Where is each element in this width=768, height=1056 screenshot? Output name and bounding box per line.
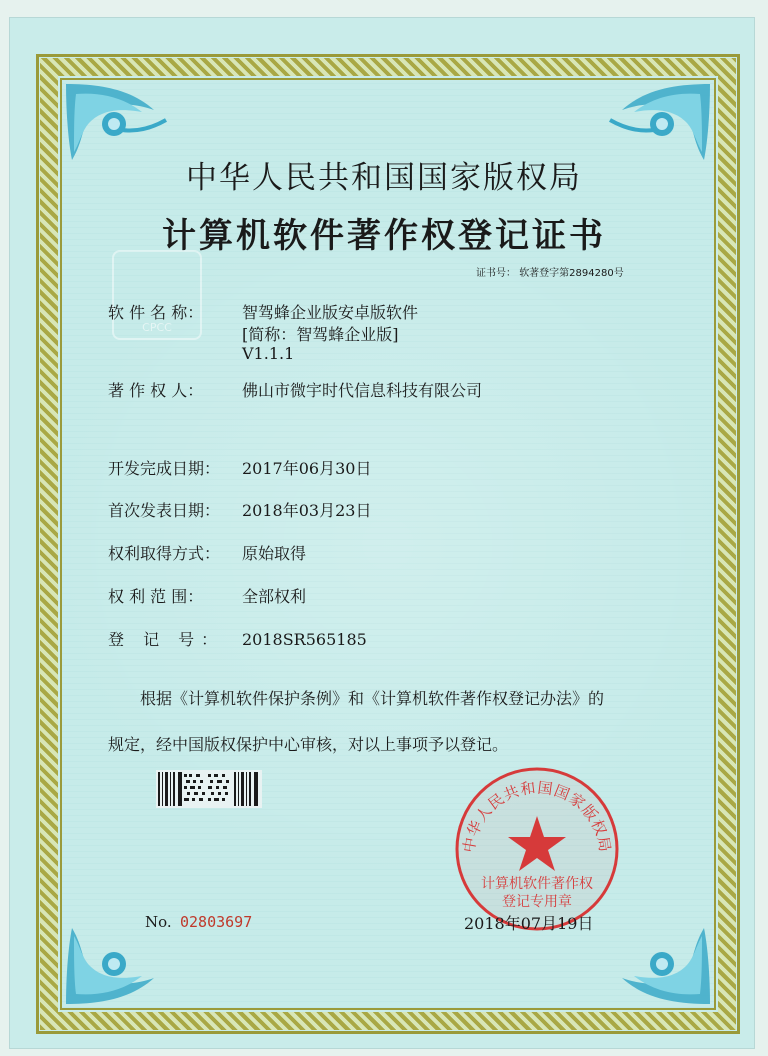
official-seal bbox=[452, 764, 622, 934]
field-value: 智驾蜂企业版安卓版软件 bbox=[242, 303, 419, 322]
field-value: 2018年03月23日 bbox=[242, 501, 372, 520]
field-value: 2018SR565185 bbox=[242, 630, 367, 649]
field-value: 佛山市微宇时代信息科技有限公司 bbox=[242, 381, 483, 400]
field-value: 2017年06月30日 bbox=[242, 459, 372, 478]
field-registration-number bbox=[108, 627, 367, 650]
serial-number: 02803697 bbox=[180, 913, 253, 931]
field-value: 原始取得 bbox=[242, 544, 307, 563]
certificate-number bbox=[476, 264, 624, 279]
field-label: 软 件 名 称： bbox=[108, 303, 204, 322]
field-label: 开发完成日期： bbox=[108, 459, 221, 478]
certificate-number-label: 证书号： bbox=[476, 268, 516, 279]
field-dev-complete-date bbox=[108, 456, 371, 479]
certificate-number-value: 软著登字第2894280号 bbox=[519, 268, 624, 279]
field-label: 权 利 范 围： bbox=[108, 587, 204, 606]
serial-label: No. bbox=[145, 913, 172, 931]
watermark-text: CPCC bbox=[142, 321, 172, 334]
issue-date: 2018年07月19日 bbox=[464, 914, 594, 933]
field-label: 著 作 权 人： bbox=[108, 381, 204, 400]
issuer-title: 中华人民共和国国家版权局 bbox=[186, 160, 582, 196]
statement-line-2: 规定，经中国版权保护中心审核，对以上事项予以登记。 bbox=[108, 735, 509, 754]
cpcc-watermark bbox=[112, 250, 202, 340]
field-label: 登 记 号： bbox=[108, 630, 225, 649]
field-acquisition-method bbox=[108, 541, 306, 564]
field-value: 全部权利 bbox=[242, 587, 307, 606]
statement-line-1: 根据《计算机软件保护条例》和《计算机软件著作权登记办法》的 bbox=[140, 689, 605, 708]
field-label: 首次发表日期： bbox=[108, 501, 221, 520]
seal-inner-line-2: 登记专用章 bbox=[502, 894, 572, 910]
software-version: V1.1.1 bbox=[242, 344, 295, 363]
field-rights-scope bbox=[108, 584, 306, 607]
field-software-name bbox=[108, 300, 418, 323]
field-first-publish-date bbox=[108, 498, 371, 521]
software-short-name: [简称：智驾蜂企业版] bbox=[242, 325, 399, 344]
seal-outer-text: 中华人民共和国国家版权局 bbox=[459, 778, 615, 854]
certificate-title: 计算机软件著作权登记证书 bbox=[162, 216, 606, 256]
field-label: 权利取得方式： bbox=[108, 544, 221, 563]
field-copyright-owner bbox=[108, 378, 482, 401]
seal-inner-line-1: 计算机软件著作权 bbox=[481, 876, 593, 892]
barcode-icon bbox=[156, 770, 262, 808]
